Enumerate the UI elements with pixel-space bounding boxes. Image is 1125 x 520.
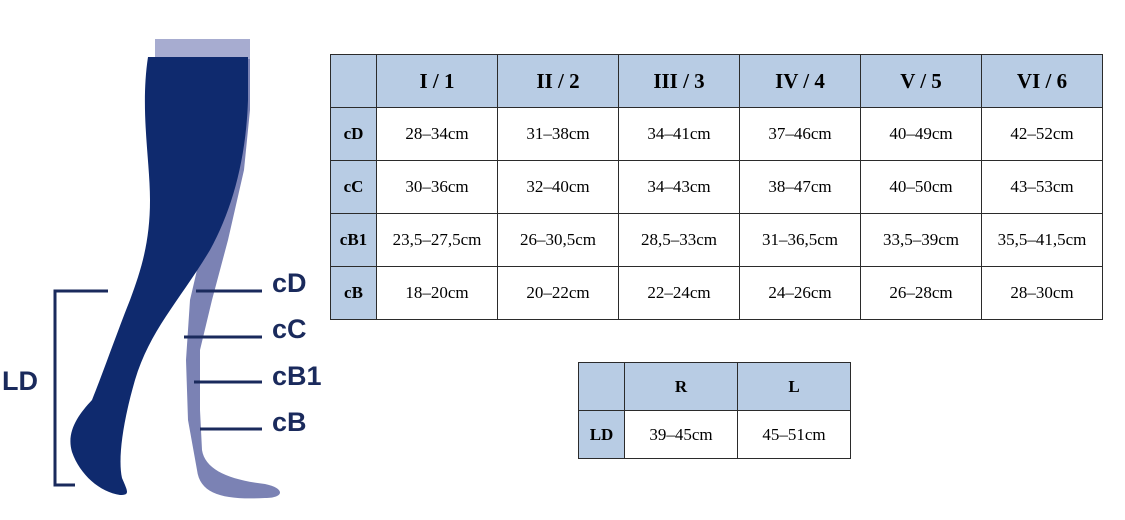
size-table-corner-cell <box>331 55 377 108</box>
row-label: cB1 <box>331 214 377 267</box>
length-column-l: L <box>738 363 851 411</box>
row-label: cB <box>331 267 377 320</box>
stocking-leg-illustration <box>0 0 330 520</box>
length-column-r: R <box>625 363 738 411</box>
table-cell: 35,5–41,5cm <box>982 214 1103 267</box>
length-table-corner-cell <box>579 363 625 411</box>
table-row <box>331 161 1103 214</box>
size-column-2: II / 2 <box>498 55 619 108</box>
table-cell: 28–30cm <box>982 267 1103 320</box>
table-cell: 26–30,5cm <box>498 214 619 267</box>
table-cell: 20–22cm <box>498 267 619 320</box>
size-column-6: VI / 6 <box>982 55 1103 108</box>
table-cell: 32–40cm <box>498 161 619 214</box>
size-column-4: IV / 4 <box>740 55 861 108</box>
size-table <box>330 54 1103 320</box>
table-cell: 23,5–27,5cm <box>377 214 498 267</box>
table-cell: 45–51cm <box>738 411 851 459</box>
table-cell: 18–20cm <box>377 267 498 320</box>
waistband-shape <box>155 39 250 59</box>
table-cell: 33,5–39cm <box>861 214 982 267</box>
size-column-5: V / 5 <box>861 55 982 108</box>
row-label: cD <box>331 108 377 161</box>
table-cell: 28–34cm <box>377 108 498 161</box>
table-cell: 39–45cm <box>625 411 738 459</box>
cb-label: cB <box>272 407 307 437</box>
ld-label: LD <box>2 366 38 396</box>
table-cell: 38–47cm <box>740 161 861 214</box>
size-column-1: I / 1 <box>377 55 498 108</box>
row-label: cC <box>331 161 377 214</box>
table-cell: 43–53cm <box>982 161 1103 214</box>
table-row <box>579 411 851 459</box>
table-cell: 42–52cm <box>982 108 1103 161</box>
table-cell: 34–43cm <box>619 161 740 214</box>
length-table <box>578 362 851 459</box>
table-cell: 30–36cm <box>377 161 498 214</box>
table-row <box>331 267 1103 320</box>
table-cell: 28,5–33cm <box>619 214 740 267</box>
leg-measurement-figure <box>0 0 330 520</box>
table-cell: 26–28cm <box>861 267 982 320</box>
length-table-header-row <box>579 363 851 411</box>
table-row <box>331 108 1103 161</box>
table-cell: 31–36,5cm <box>740 214 861 267</box>
table-cell: 40–50cm <box>861 161 982 214</box>
table-row <box>331 214 1103 267</box>
cb1-label: cB1 <box>272 361 322 391</box>
size-table-header-row <box>331 55 1103 108</box>
table-cell: 24–26cm <box>740 267 861 320</box>
row-label: LD <box>579 411 625 459</box>
cd-label: cD <box>272 268 307 298</box>
table-cell: 31–38cm <box>498 108 619 161</box>
table-cell: 22–24cm <box>619 267 740 320</box>
cc-label: cC <box>272 314 307 344</box>
table-cell: 40–49cm <box>861 108 982 161</box>
size-column-3: III / 3 <box>619 55 740 108</box>
table-cell: 37–46cm <box>740 108 861 161</box>
table-cell: 34–41cm <box>619 108 740 161</box>
